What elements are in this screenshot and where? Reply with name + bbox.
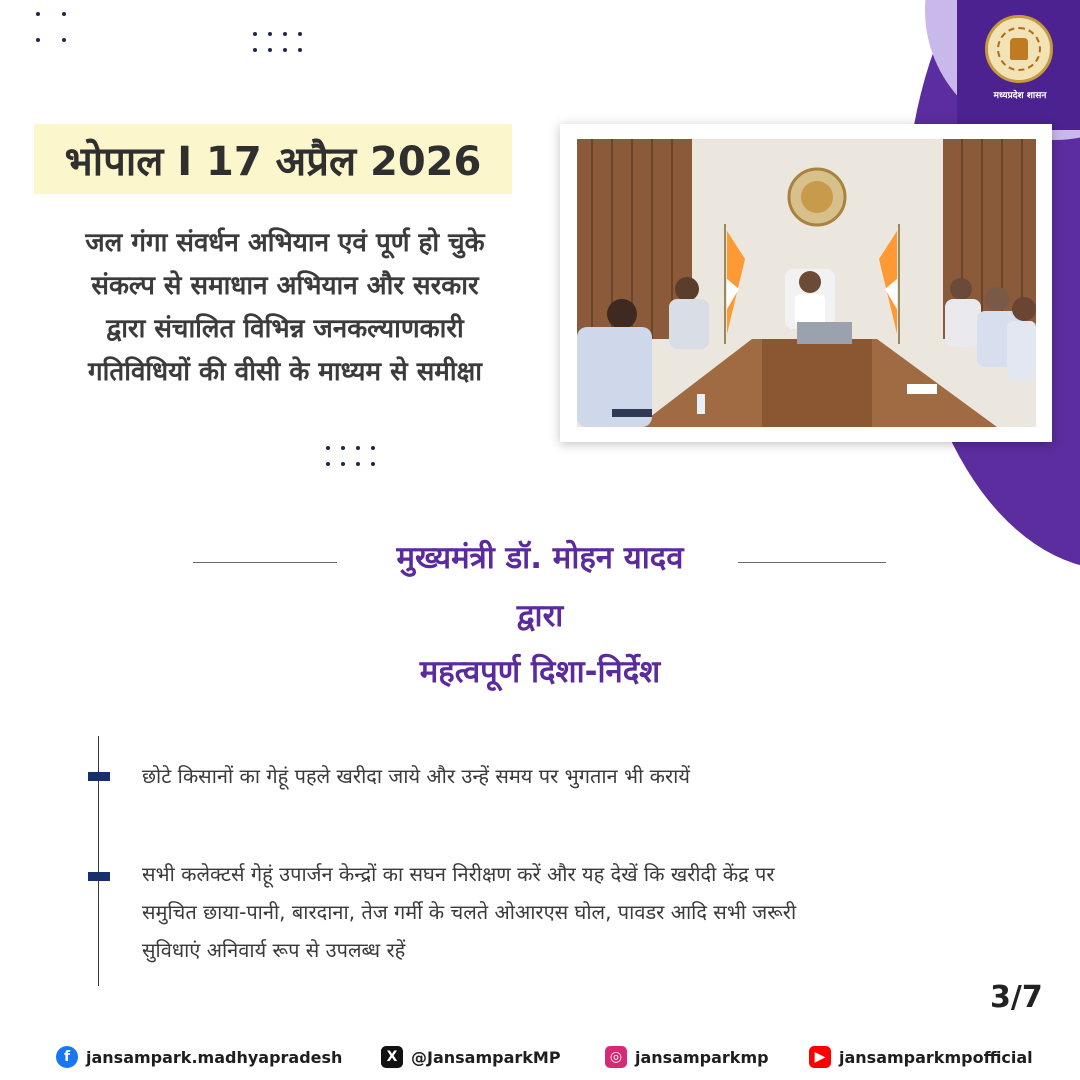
state-emblem-icon [985,15,1053,83]
emblem-caption: मध्यप्रदेश शासन [993,91,1047,101]
meeting-photo [577,139,1036,427]
youtube-handle: jansamparkmpofficial [839,1047,1033,1067]
bullet-marker [88,772,110,781]
section-title-line: महत्वपूर्ण दिशा-निर्देश [419,654,661,690]
headline-line: जल गंगा संवर्धन अभियान एवं पूर्ण हो चुके [85,228,485,258]
bullet-line: समुचित छाया-पानी, बारदाना, तेज गर्मी के चलते ओआरएस घोल, पावडर आदि सभी जरूरी [142,900,797,924]
dots-decoration [326,446,375,466]
bullet-item [142,855,982,969]
bullet-line: छोटे किसानों का गेहूं पहले खरीदा जाये और उन्हें समय पर भुगतान भी करायें [142,764,690,788]
bullet-line: सभी कलेक्टर्स गेहूं उपार्जन केन्द्रों का सघन निरीक्षण करें और यह देखें कि खरीदी केंद्र पर [142,862,775,886]
x-handle: @JansamparkMP [411,1047,561,1067]
facebook-icon: f [56,1046,78,1068]
instagram-icon: ◎ [605,1046,627,1068]
section-title-line: द्वारा [516,598,564,634]
section-title-line: मुख्यमंत्री डॉ. मोहन यादव [396,540,684,576]
bullet-item [142,757,982,795]
youtube-link[interactable] [809,1046,1033,1068]
headline-line: द्वारा संचालित विभिन्न जनकल्याणकारी [106,314,464,344]
bullet-marker [88,872,110,881]
facebook-link[interactable] [56,1046,342,1068]
x-icon: X [381,1046,403,1068]
dots-decoration [253,32,302,52]
meeting-illustration [577,139,1036,427]
date-line: भोपाल I 17 अप्रैल 2026 [34,124,512,194]
headline-line: गतिविधियों की वीसी के माध्यम से समीक्षा [88,357,482,387]
headline-line: संकल्प से समाधान अभियान और सरकार [91,271,479,301]
instagram-handle: jansamparkmp [635,1047,769,1067]
social-footer [0,1040,1080,1080]
dots-decoration [36,12,66,42]
x-link[interactable] [381,1046,561,1068]
page-count: 3/7 [990,980,1043,1015]
headline [20,222,550,394]
youtube-icon: ▶ [809,1046,831,1068]
facebook-handle: jansampark.madhyapradesh [86,1047,343,1067]
bullet-line: सुविधाएं अनिवार्य रूप से उपलब्ध रहें [142,938,406,962]
instagram-link[interactable] [605,1046,769,1068]
